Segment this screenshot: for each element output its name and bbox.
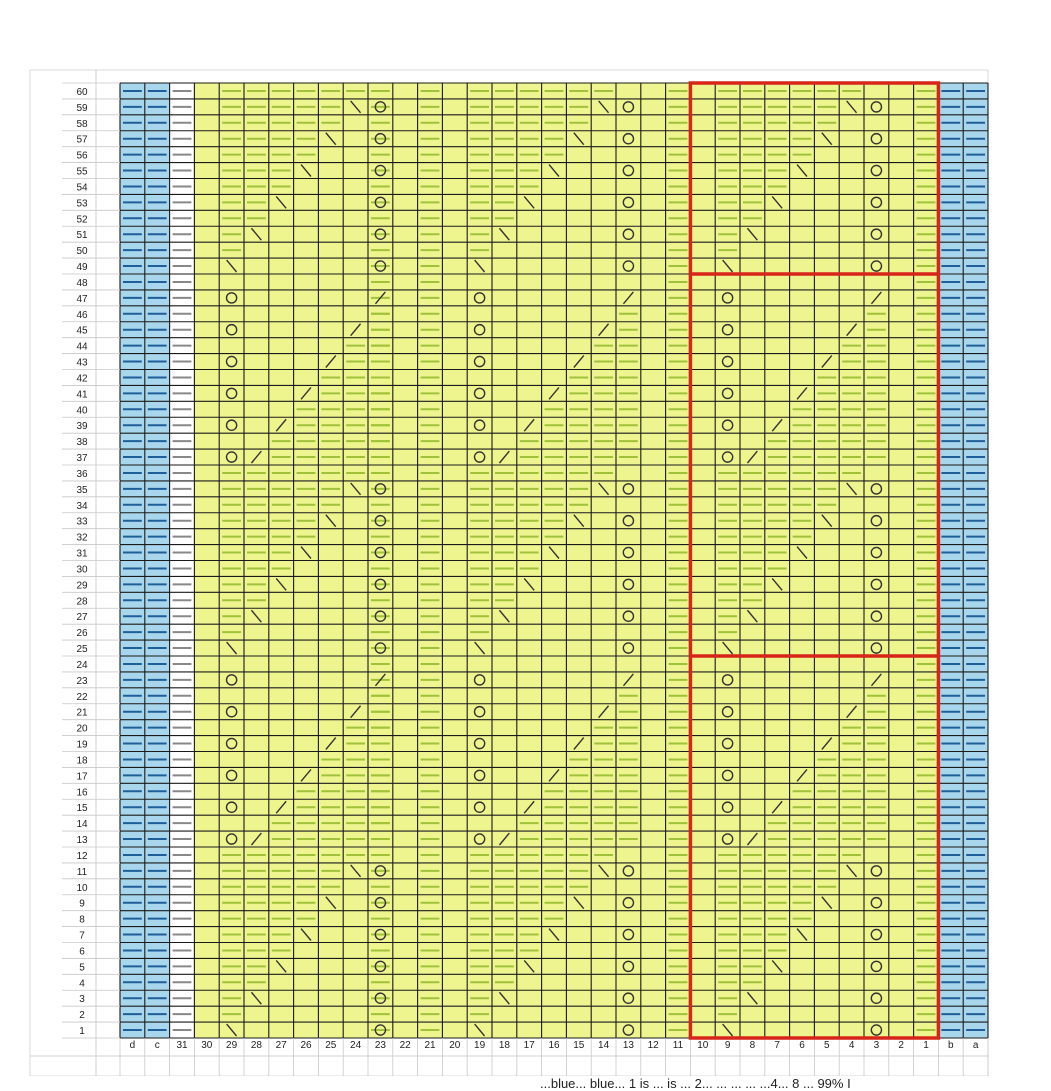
footer-text: ...blue... blue... 1 is ... is ... 2... ... ... ... ...4... 8 ... 99% I	[540, 1076, 851, 1091]
column-label: 2	[898, 1040, 904, 1051]
row-label: 54	[76, 182, 88, 194]
column-label: 13	[622, 1040, 634, 1051]
row-label: 36	[76, 468, 88, 480]
column-label: 8	[749, 1040, 756, 1051]
column-label: 20	[449, 1040, 461, 1051]
row-label: 22	[76, 691, 88, 703]
column-label: 11	[672, 1040, 684, 1051]
column-label: 17	[523, 1040, 535, 1051]
row-label: 3	[79, 994, 85, 1006]
row-label: 5	[79, 962, 85, 974]
row-label: 53	[76, 198, 88, 210]
row-label: 12	[76, 850, 88, 862]
column-label: 3	[873, 1040, 880, 1051]
column-label: d	[129, 1040, 136, 1051]
row-label: 38	[76, 437, 88, 449]
row-label: 56	[76, 150, 88, 162]
row-label: 43	[76, 357, 88, 369]
column-label: 6	[799, 1040, 805, 1051]
column-label: c	[154, 1040, 160, 1051]
column-label: 24	[350, 1040, 362, 1051]
row-label: 48	[76, 277, 88, 289]
column-label: 9	[724, 1040, 731, 1051]
row-label: 17	[76, 771, 88, 783]
row-label: 13	[76, 835, 88, 847]
row-label: 40	[76, 405, 88, 417]
row-label: 26	[76, 628, 88, 640]
column-label: 26	[300, 1040, 312, 1051]
column-label: 15	[573, 1040, 585, 1051]
column-label: b	[948, 1040, 954, 1051]
row-label: 20	[76, 723, 88, 735]
column-label: 21	[424, 1040, 436, 1051]
column-label: 18	[498, 1040, 510, 1051]
row-label: 8	[79, 914, 85, 926]
column-label: 19	[474, 1040, 486, 1051]
row-label: 23	[76, 675, 88, 687]
row-label: 19	[76, 739, 88, 751]
row-label: 9	[79, 898, 85, 910]
row-label: 42	[76, 373, 88, 385]
column-label: 1	[923, 1040, 929, 1051]
row-label: 2	[79, 1010, 85, 1022]
row-label: 60	[76, 86, 88, 98]
row-label: 57	[76, 134, 88, 146]
column-label: 30	[201, 1040, 213, 1051]
column-label: 4	[848, 1040, 855, 1051]
column-label: 31	[176, 1040, 188, 1051]
row-label: 14	[76, 819, 88, 831]
row-label: 39	[76, 421, 88, 433]
row-label: 30	[76, 564, 88, 576]
row-label: 10	[76, 882, 88, 894]
row-label: 41	[76, 389, 88, 401]
column-label: 7	[774, 1040, 780, 1051]
row-label: 28	[76, 596, 88, 608]
row-label: 7	[79, 930, 85, 942]
column-label: 23	[374, 1040, 386, 1051]
row-label: 24	[76, 659, 88, 671]
row-label: 58	[76, 118, 88, 130]
row-label: 35	[76, 484, 88, 496]
row-label: 27	[76, 612, 88, 624]
column-label: 14	[598, 1040, 610, 1051]
row-label: 34	[76, 500, 88, 512]
column-label: a	[972, 1040, 979, 1051]
column-label: 27	[275, 1040, 287, 1051]
row-label: 47	[76, 293, 88, 305]
row-label: 15	[76, 803, 88, 815]
row-label: 21	[76, 707, 88, 719]
column-label: 28	[250, 1040, 262, 1051]
column-label: 29	[226, 1040, 238, 1051]
row-label: 4	[79, 978, 85, 990]
row-label: 6	[79, 946, 85, 958]
row-label: 49	[76, 262, 88, 274]
row-label: 11	[76, 866, 88, 878]
column-label: 22	[399, 1040, 411, 1051]
row-label: 52	[76, 214, 88, 226]
row-label: 1	[79, 1026, 85, 1038]
column-label: 12	[647, 1040, 659, 1051]
row-label: 55	[76, 166, 88, 178]
row-label: 25	[76, 644, 88, 656]
row-label: 31	[76, 548, 88, 560]
row-label: 44	[76, 341, 88, 353]
row-label: 50	[76, 246, 88, 258]
row-label: 29	[76, 580, 88, 592]
row-label: 33	[76, 516, 88, 528]
row-label: 37	[76, 453, 88, 465]
column-label: 10	[697, 1040, 709, 1051]
row-label: 45	[76, 325, 88, 337]
column-label: 25	[325, 1040, 337, 1051]
row-label: 32	[76, 532, 88, 544]
column-label: 5	[824, 1040, 830, 1051]
row-label: 51	[76, 230, 88, 242]
row-label: 59	[76, 102, 88, 114]
row-label: 18	[76, 755, 88, 767]
row-label: 16	[76, 787, 88, 799]
row-label: 46	[76, 309, 88, 321]
column-label: 16	[548, 1040, 560, 1051]
